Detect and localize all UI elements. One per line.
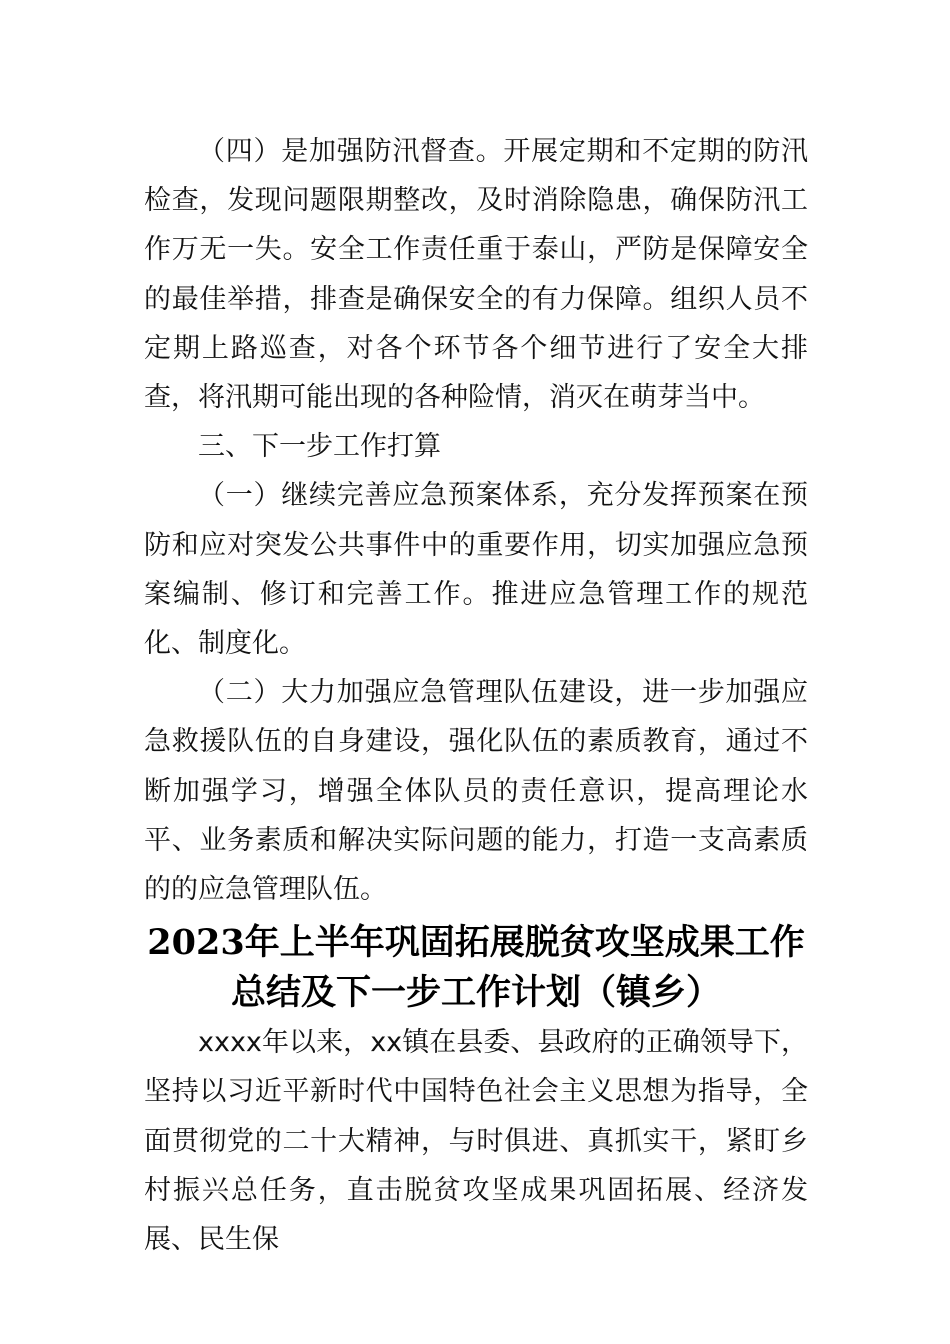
document-title-line-2: 总结及下一步工作计划（镇乡） [230, 972, 721, 1014]
paragraph-intro: xxxx年以来，xx镇在县委、县政府的正确领导下，坚持以习近平新时代中国特色社会主义思想为指导，全面贯彻党的二十大精神，与时俱进、真抓实干，紧盯乡村振兴总任务，直击脱贫攻坚成果巩固拓展、经济发展、民生保 [144, 1027, 808, 1256]
paragraph-emergency-team: （二）大力加强应急管理队伍建设，进一步加强应急救援队伍的自身建设，强化队伍的素质教育，通过不断加强学习，增强全体队员的责任意识，提高理论水平、业务素质和解决实际问题的能力，打造一支高素质的的应急管理队伍。 [144, 677, 808, 906]
paragraph-emergency-plan: （一）继续完善应急预案体系，充分发挥预案在预防和应对突发公共事件中的重要作用，切实加强应急预案编制、修订和完善工作。推进应急管理工作的规范化、制度化。 [144, 480, 808, 660]
document-page [144, 127, 808, 1264]
paragraph-flood-inspection: （四）是加强防汛督查。开展定期和不定期的防汛检查，发现问题限期整改，及时消除隐患，确保防汛工作万无一失。安全工作责任重于泰山，严防是保障安全的最佳举措，排查是确保安全的有力保障。组织人员不定期上路巡查，对各个环节各个细节进行了安全大排查，将汛期可能出现的各种险情，消灭在萌芽当中。 [144, 136, 808, 414]
document-title [144, 918, 808, 1018]
document-title-line-1: 2023年上半年巩固拓展脱贫攻坚成果工作 [147, 922, 805, 964]
section-heading-next-steps: 三、下一步工作打算 [198, 431, 441, 463]
